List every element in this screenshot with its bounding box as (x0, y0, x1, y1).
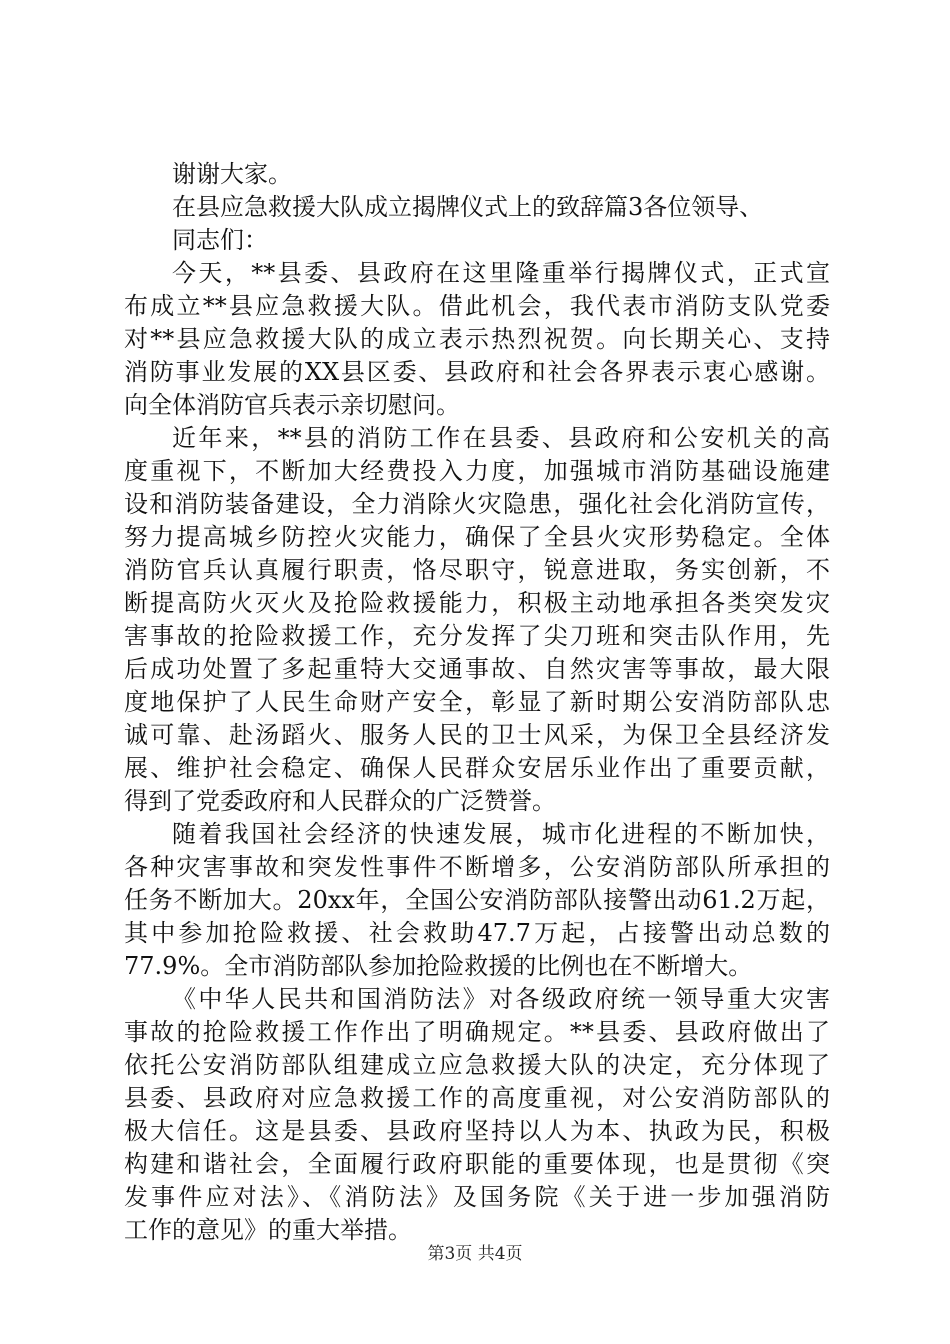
text-line: 依托公安消防部队组建成立应急救援大队的决定，充分体现了 (124, 1051, 830, 1079)
text-line: 今天，**县委、县政府在这里隆重举行揭牌仪式，正式宣 (172, 259, 830, 287)
text-line: 构建和谐社会，全面履行政府职能的重要体现，也是贯彻《突 (124, 1150, 830, 1178)
text-line: 消防事业发展的XX县区委、县政府和社会各界表示衷心感谢。 (124, 358, 830, 386)
text-line: 工作的意见》的重大举措。 (124, 1216, 412, 1244)
text-line: 度地保护了人民生命财产安全，彰显了新时期公安消防部队忠 (124, 688, 830, 716)
text-line: 得到了党委政府和人民群众的广泛赞誉。 (124, 787, 556, 815)
text-line: 77.9%。全市消防部队参加抢险救援的比例也在不断增大。 (124, 952, 753, 980)
text-line: 对**县应急救援大队的成立表示热烈祝贺。向长期关心、支持 (124, 325, 830, 353)
text-line: 消防官兵认真履行职责，恪尽职守，锐意进取，务实创新，不 (124, 556, 830, 584)
text-line: 害事故的抢险救援工作，充分发挥了尖刀班和突击队作用，先 (124, 622, 830, 650)
text-line: 设和消防装备建设，全力消除火灾隐患，强化社会化消防宣传， (124, 490, 830, 518)
text-line-heading: 在县应急救援大队成立揭牌仪式上的致辞篇3各位领导、 (172, 193, 764, 221)
text-line: 随着我国社会经济的快速发展，城市化进程的不断加快， (172, 820, 830, 848)
page-number-footer: 第3页 共4页 (427, 1244, 523, 1264)
text-line-salutation: 同志们： (172, 226, 268, 254)
text-line: 布成立**县应急救援大队。借此机会，我代表市消防支队党委 (124, 292, 830, 320)
text-line: 近年来，**县的消防工作在县委、县政府和公安机关的高 (172, 424, 830, 452)
text-line: 各种灾害事故和突发性事件不断增多，公安消防部队所承担的 (124, 853, 830, 881)
text-line-closing: 谢谢大家。 (172, 160, 292, 188)
text-line: 度重视下，不断加大经费投入力度，加强城市消防基础设施建 (124, 457, 830, 485)
text-line: 展、维护社会稳定、确保人民群众安居乐业作出了重要贡献， (124, 754, 830, 782)
document-body (124, 158, 830, 1247)
text-line: 任务不断加大。20xx年，全国公安消防部队接警出动61.2万起， (124, 886, 830, 914)
text-line: 诚可靠、赴汤蹈火、服务人民的卫士风采，为保卫全县经济发 (124, 721, 830, 749)
text-line: 事故的抢险救援工作作出了明确规定。**县委、县政府做出了 (124, 1018, 830, 1046)
text-line: 县委、县政府对应急救援工作的高度重视，对公安消防部队的 (124, 1084, 830, 1112)
text-line: 发事件应对法》、《消防法》及国务院《关于进一步加强消防 (124, 1183, 830, 1211)
text-line: 其中参加抢险救援、社会救助47.7万起，占接警出动总数的 (124, 919, 830, 947)
text-line: 《中华人民共和国消防法》对各级政府统一领导重大灾害 (172, 985, 830, 1013)
text-line: 向全体消防官兵表示亲切慰问。 (124, 391, 460, 419)
text-line: 后成功处置了多起重特大交通事故、自然灾害等事故，最大限 (124, 655, 830, 683)
text-line: 极大信任。这是县委、县政府坚持以人为本、执政为民，积极 (124, 1117, 830, 1145)
text-line: 断提高防火灭火及抢险救援能力，积极主动地承担各类突发灾 (124, 589, 830, 617)
text-line: 努力提高城乡防控火灾能力，确保了全县火灾形势稳定。全体 (124, 523, 830, 551)
